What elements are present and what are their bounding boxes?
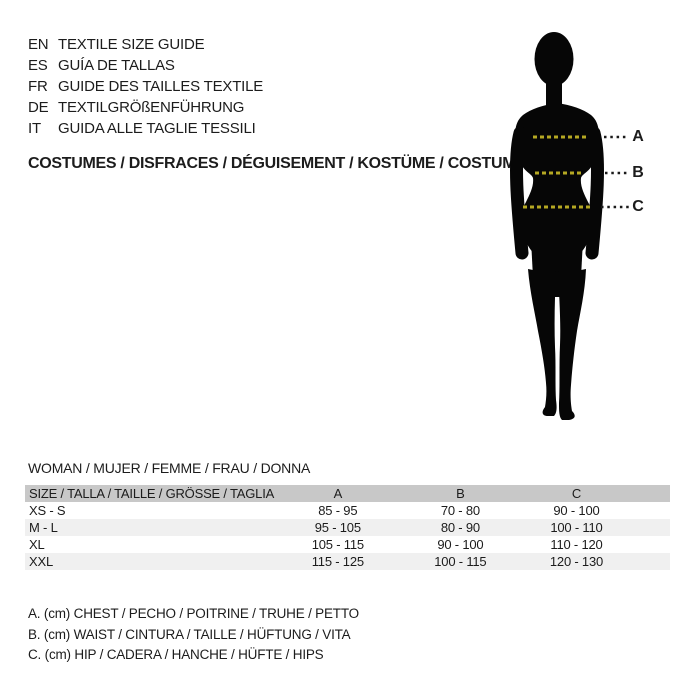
size-cell: XS - S xyxy=(29,503,66,518)
language-title: GUIDA ALLE TAGLIE TESSILI xyxy=(58,120,256,137)
language-title: GUIDE DES TAILLES TEXTILE xyxy=(58,78,264,95)
value-cell-c: 120 - 130 xyxy=(549,554,604,569)
silhouette-left-arm xyxy=(516,133,522,253)
woman-silhouette-figure xyxy=(470,25,700,445)
size-table xyxy=(25,485,670,570)
value-cell-a: 105 - 115 xyxy=(311,537,364,552)
category-title: COSTUMES / DISFRACES / DÉGUISEMENT / KOSTÜME / COSTUMI xyxy=(28,155,520,172)
measure-notes xyxy=(28,604,359,666)
header-cell-b: B xyxy=(456,486,465,501)
table-row xyxy=(25,502,670,519)
header-cell-a: A xyxy=(333,486,343,501)
filler-cell xyxy=(631,536,670,553)
language-title-list xyxy=(28,34,263,139)
value-cell-c: 90 - 100 xyxy=(553,503,600,518)
value-cell-c: 100 - 110 xyxy=(550,520,603,535)
size-cell: XXL xyxy=(29,554,53,569)
filler-cell xyxy=(631,519,670,536)
value-cell-c: 110 - 120 xyxy=(550,537,603,552)
woman-silhouette xyxy=(470,25,700,445)
value-cell-b: 90 - 100 xyxy=(437,537,484,552)
header-cell-size: SIZE / TALLA / TAILLE / GRÖSSE / TAGLIA xyxy=(29,486,275,501)
language-title: TEXTILGRÖßENFÜHRUNG xyxy=(58,99,245,116)
table-title: WOMAN / MUJER / FEMME / FRAU / DONNA xyxy=(28,460,311,476)
table-row xyxy=(25,553,670,570)
value-cell-a: 95 - 105 xyxy=(314,520,361,535)
measure-note-a: A. (cm) CHEST / PECHO / POITRINE / TRUHE / PETTO xyxy=(28,606,359,621)
filler-cell xyxy=(631,502,670,519)
language-row xyxy=(28,34,263,55)
pointer-lines xyxy=(601,137,629,207)
language-code: DE xyxy=(28,99,49,116)
filler-cell xyxy=(631,553,670,570)
language-row xyxy=(28,55,263,76)
language-title: TEXTILE SIZE GUIDE xyxy=(58,36,205,53)
table-header-row xyxy=(25,485,670,502)
size-cell: M - L xyxy=(29,520,58,535)
marker-c-label: C xyxy=(632,198,644,215)
language-title: GUÍA DE TALLAS xyxy=(58,57,175,74)
language-row xyxy=(28,118,263,139)
value-cell-a: 115 - 125 xyxy=(311,554,364,569)
size-cell: XL xyxy=(29,537,45,552)
silhouette-body xyxy=(515,32,599,420)
marker-b-label: B xyxy=(632,164,644,181)
language-code: EN xyxy=(28,36,49,53)
language-row xyxy=(28,76,263,97)
language-code: FR xyxy=(28,78,48,95)
value-cell-b: 70 - 80 xyxy=(440,503,480,518)
table-row xyxy=(25,536,670,553)
silhouette-left-leg xyxy=(528,269,557,416)
value-cell-b: 100 - 115 xyxy=(434,554,487,569)
value-cell-a: 85 - 95 xyxy=(318,503,358,518)
measure-note-b: B. (cm) WAIST / CINTURA / TAILLE / HÜFTUNG / VITA xyxy=(28,626,351,642)
language-row xyxy=(28,97,263,118)
language-code: IT xyxy=(28,120,41,137)
measure-note-c: C. (cm) HIP / CADERA / HANCHE / HÜFTE / HIPS xyxy=(28,647,324,663)
silhouette-right-arm xyxy=(592,133,598,253)
language-code: ES xyxy=(28,57,48,74)
header-cell-filler xyxy=(631,485,670,502)
table-row xyxy=(25,519,670,536)
header-cell-c: C xyxy=(571,486,582,501)
value-cell-b: 80 - 90 xyxy=(440,520,480,535)
silhouette-right-leg xyxy=(558,269,586,420)
marker-a-label: A xyxy=(632,128,644,145)
